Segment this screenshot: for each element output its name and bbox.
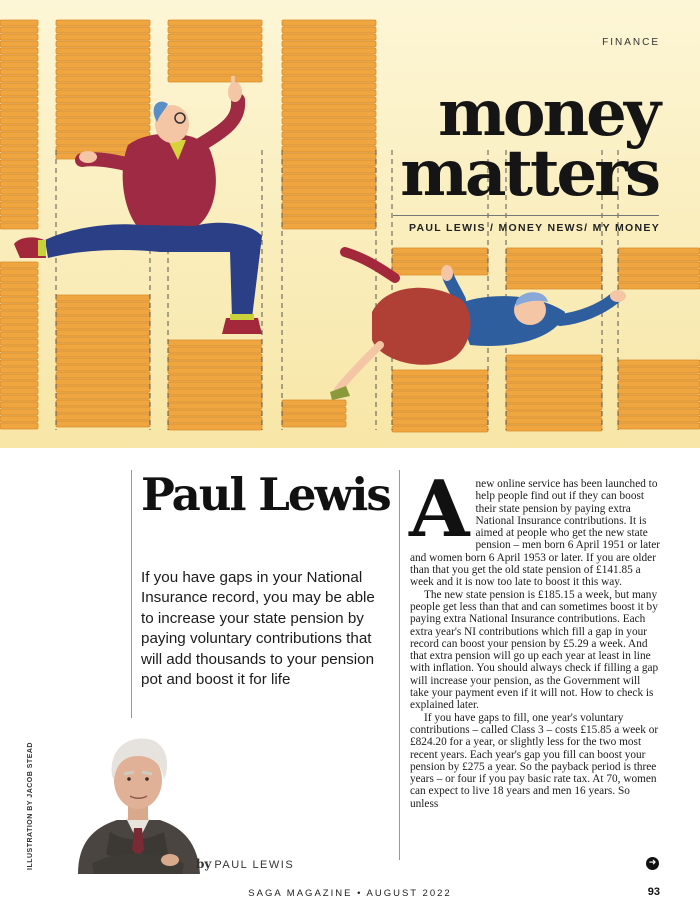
column-byline: PAUL LEWIS / MONEY NEWS/ MY MONEY xyxy=(409,222,660,234)
page-number: 93 xyxy=(647,886,660,898)
article-paragraph-2: The new state pension is £185.15 a week, but many people get less than that and can sometimes boost it by paying extra National Insurance contributions. Each extra year's NI contributions which fill a gap in your record can boost your pension by £5.29 a week. And that extra pension will go up each year at least in line with inflation. You should always check if filling a gap will increase your pension, as the Government will take your payment even if it will not. How to check is explained later. xyxy=(410,588,659,712)
left-column-divider xyxy=(131,470,132,718)
standfirst: If you have gaps in your National Insurance record, you may be able to increase your state pension by paying voluntary contributions that will add thousands to your pension pot and boost it for life xyxy=(141,569,375,689)
byline-divider xyxy=(393,215,659,216)
article-body xyxy=(409,464,661,810)
drop-cap: A xyxy=(409,464,470,555)
continue-arrow-icon: ➜ xyxy=(646,857,659,870)
magazine-footer: SAGA MAGAZINE • AUGUST 2022 xyxy=(248,888,452,899)
body-column-divider xyxy=(399,470,400,860)
article-paragraph-1: Anew online service has been launched to help people find out if they can boost their state pension by paying extra National Insurance contributions. It is aimed at people who get the new state pension – men born 6 April 1951 or later and women born 6 April 1953 or later. If you are older than that you get the old state pension of £141.85 a week and it is now too late to boost it this way. xyxy=(409,464,661,589)
author-byline xyxy=(196,857,294,871)
by-label: by xyxy=(196,857,212,871)
author-heading: Paul Lewis xyxy=(141,468,390,521)
article-paragraph-3: If you have gaps to fill, one year's voluntary contributions – called Class 3 – costs £15.85 a week or £824.20 for a year, or slightly less for the two most recent years. Each year's gap you fill can boost your pension by £275 a year. So the payback period is three years – or four if you pay basic rate tax. At 70, women can expect to live 18 years and men 16 years. So unless xyxy=(410,711,659,810)
section-label: FINANCE xyxy=(602,37,660,48)
page-title: money matters xyxy=(400,76,658,211)
illustration-credit: ILLUSTRATION BY JACOB STEAD xyxy=(27,742,34,870)
byline-name: PAUL LEWIS xyxy=(214,859,295,871)
hero-illustration xyxy=(0,0,700,448)
author-portrait-icon xyxy=(72,724,203,874)
